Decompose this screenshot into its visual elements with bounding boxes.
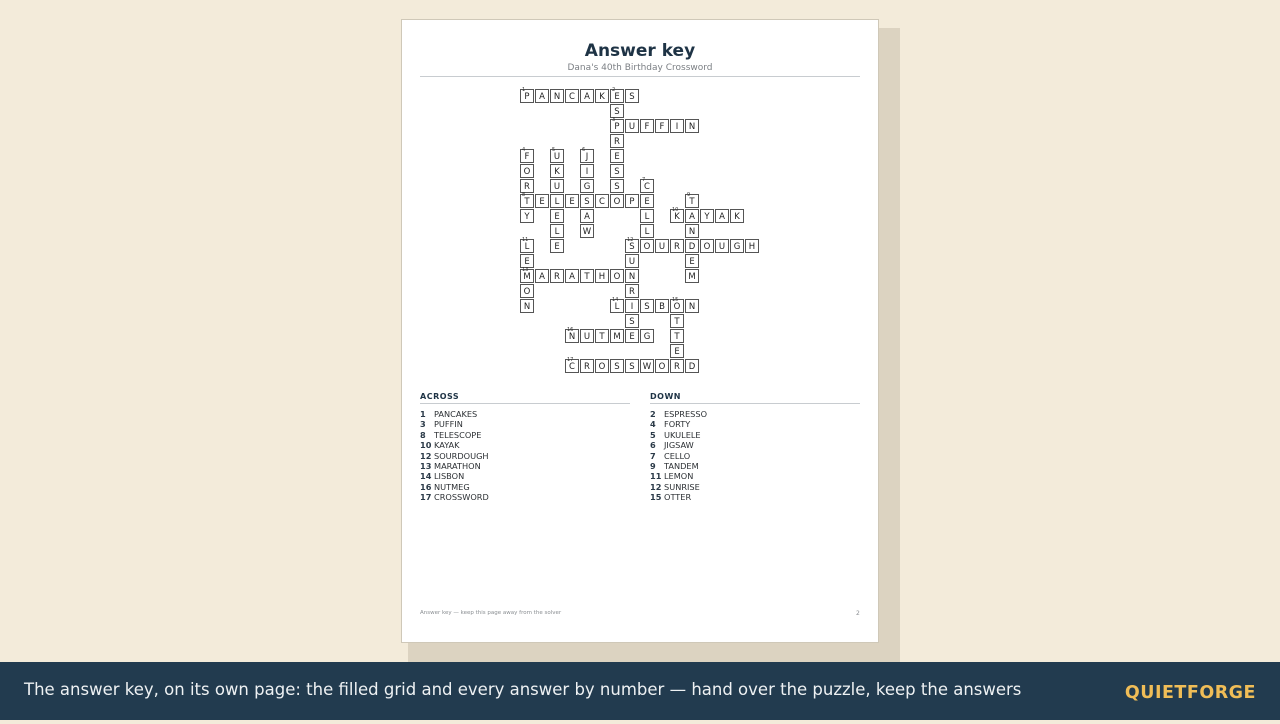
across-clue	[420, 451, 630, 461]
grid-cell	[595, 329, 609, 343]
caption-banner	[0, 662, 1280, 720]
cell-letter: R	[524, 182, 530, 192]
cell-letter: T	[689, 197, 695, 207]
down-clue	[650, 409, 860, 419]
grid-cell	[580, 164, 594, 178]
cell-letter: G	[583, 182, 591, 192]
grid-cell	[535, 89, 549, 103]
grid-cell	[565, 359, 579, 373]
cell-letter: N	[523, 302, 531, 312]
clue-number: 17	[420, 492, 432, 503]
grid-cell	[550, 164, 564, 178]
cell-number: 5	[552, 147, 556, 153]
cell-number: 16	[567, 327, 574, 333]
down-clue	[650, 471, 860, 481]
cell-letter: R	[584, 362, 590, 372]
cell-letter: N	[553, 92, 561, 102]
grid-cell	[670, 314, 684, 328]
clue-answer: PANCAKES	[434, 409, 478, 419]
grid-cell	[610, 194, 624, 208]
cell-letter: C	[599, 197, 605, 207]
grid-cell	[625, 269, 639, 283]
cell-letter: H	[748, 242, 756, 252]
cell-letter: F	[659, 122, 665, 132]
grid-cell	[625, 119, 639, 133]
clue-answer: UKULELE	[664, 429, 701, 440]
cell-letter: K	[554, 167, 560, 177]
cell-letter: E	[554, 212, 560, 222]
cell-letter: O	[523, 287, 531, 297]
across-clue	[420, 440, 630, 450]
grid-cell	[580, 269, 594, 283]
grid-cell	[595, 269, 609, 283]
grid-cell	[625, 329, 639, 343]
cell-letter: E	[554, 242, 560, 252]
cell-letter: S	[614, 167, 620, 177]
grid-cell	[625, 359, 639, 373]
grid-cell	[670, 299, 684, 313]
cell-letter: A	[539, 92, 545, 102]
cell-letter: R	[674, 242, 680, 252]
grid-cell	[625, 299, 639, 313]
cell-letter: U	[553, 182, 561, 192]
grid-cell	[595, 89, 609, 103]
cell-letter: S	[614, 107, 620, 117]
cell-letter: A	[584, 92, 590, 102]
grid-cell	[640, 119, 654, 133]
clue-answer: NUTMEG	[434, 481, 470, 492]
cell-letter: A	[584, 212, 590, 222]
grid-cell	[610, 164, 624, 178]
cell-letter: W	[642, 362, 652, 372]
cell-letter: K	[734, 212, 740, 222]
grid-cell	[580, 149, 594, 163]
clue-number: 14	[420, 471, 432, 482]
grid-cell	[700, 209, 714, 223]
grid-cell	[640, 359, 654, 373]
grid-cell	[640, 299, 654, 313]
cell-letter: A	[539, 272, 545, 282]
across-clue	[420, 492, 630, 502]
grid-cell	[595, 359, 609, 373]
cell-letter: U	[658, 242, 666, 252]
cell-letter: E	[524, 257, 530, 267]
cell-letter: T	[524, 197, 530, 207]
cell-letter: S	[629, 242, 635, 252]
cell-number: 9	[687, 192, 691, 198]
grid-cell	[520, 239, 534, 253]
cell-letter: E	[644, 197, 650, 207]
clue-answer: LEMON	[664, 471, 694, 482]
grid-cell	[550, 269, 564, 283]
cell-letter: C	[644, 182, 650, 192]
cell-number: 7	[642, 177, 646, 183]
cell-letter: G	[643, 332, 651, 342]
cell-letter: L	[614, 302, 620, 312]
clue-answer: OTTER	[664, 492, 692, 503]
cell-letter: S	[614, 362, 620, 372]
cell-letter: G	[733, 242, 741, 252]
cell-letter: I	[630, 302, 634, 312]
grid-cell	[610, 359, 624, 373]
cell-letter: B	[659, 302, 665, 312]
cell-letter: R	[614, 137, 620, 147]
cell-letter: D	[688, 242, 696, 252]
brand-logo: QUIETFORGE	[1124, 683, 1256, 703]
down-clue	[650, 451, 860, 461]
cell-letter: U	[583, 332, 591, 342]
cell-number: 6	[582, 147, 586, 153]
grid-cell	[550, 179, 564, 193]
grid-cell	[685, 119, 699, 133]
grid-cell	[535, 269, 549, 283]
grid-cell	[715, 209, 729, 223]
cell-number: 8	[522, 192, 526, 198]
clue-number: 2	[650, 409, 656, 419]
grid-cell	[580, 179, 594, 193]
grid-cell	[625, 89, 639, 103]
cell-letter: I	[675, 122, 679, 132]
cell-number: 1	[522, 87, 526, 93]
grid-cell	[655, 359, 669, 373]
grid-cell	[685, 224, 699, 238]
cell-letter: N	[688, 302, 696, 312]
grid-cell	[520, 284, 534, 298]
cell-letter: S	[629, 362, 635, 372]
cell-letter: P	[629, 197, 635, 207]
cell-letter: E	[539, 197, 545, 207]
grid-cell	[520, 299, 534, 313]
cell-letter: E	[569, 197, 575, 207]
cell-letter: M	[523, 272, 531, 282]
clue-number: 16	[420, 481, 432, 492]
down-clue	[650, 419, 860, 429]
down-clue-list	[650, 409, 860, 503]
cell-number: 14	[612, 297, 619, 303]
grid-cell	[670, 329, 684, 343]
grid-cell	[520, 194, 534, 208]
grid-cell	[640, 239, 654, 253]
grid-cell	[610, 299, 624, 313]
down-clue	[650, 492, 860, 502]
cell-letter: L	[644, 227, 650, 237]
cell-letter: C	[569, 362, 575, 372]
cell-number: 12	[627, 237, 634, 243]
cell-number: 10	[672, 207, 679, 213]
across-clue	[420, 419, 630, 429]
cell-letter: O	[523, 167, 531, 177]
cell-letter: A	[689, 212, 695, 222]
cell-letter: L	[554, 197, 560, 207]
grid-cell	[625, 314, 639, 328]
across-clue-list	[420, 409, 630, 503]
footer-note: Answer key — keep this page away from the solver	[420, 610, 562, 616]
cell-letter: O	[658, 362, 666, 372]
cell-letter: S	[614, 182, 620, 192]
clue-answer: JIGSAW	[664, 440, 694, 451]
grid-cell	[685, 269, 699, 283]
grid-cell	[580, 209, 594, 223]
grid-cell	[730, 239, 744, 253]
across-clue	[420, 471, 630, 481]
clue-answer: SOURDOUGH	[434, 450, 489, 461]
clue-number: 10	[420, 440, 432, 451]
cell-number: 17	[567, 357, 574, 363]
cell-letter: R	[674, 362, 680, 372]
cell-letter: P	[614, 122, 620, 132]
cell-letter: S	[629, 317, 635, 327]
clue-number: 3	[420, 419, 426, 430]
page-title: Answer key	[584, 41, 696, 61]
across-clue	[420, 461, 630, 471]
cell-letter: U	[628, 257, 636, 267]
cell-letter: Y	[524, 212, 530, 222]
across-heading: ACROSS	[420, 392, 460, 401]
cell-letter: N	[688, 227, 696, 237]
grid-cell	[520, 164, 534, 178]
cell-letter: O	[613, 272, 621, 282]
grid-cell	[580, 359, 594, 373]
clue-answer: TANDEM	[664, 460, 699, 471]
grid-cell	[535, 194, 549, 208]
grid-cell	[670, 119, 684, 133]
cell-letter: N	[628, 272, 636, 282]
grid-cell	[550, 209, 564, 223]
cell-letter: E	[674, 347, 680, 357]
grid-cell	[580, 89, 594, 103]
cell-letter: L	[524, 242, 530, 252]
across-clue	[420, 482, 630, 492]
cell-number: 13	[522, 267, 529, 273]
clue-number: 5	[650, 429, 656, 440]
cell-letter: N	[568, 332, 576, 342]
clue-answer: MARATHON	[434, 460, 481, 471]
cell-letter: P	[524, 92, 530, 102]
grid-cell	[670, 344, 684, 358]
page-number: 2	[856, 610, 860, 617]
clue-number: 12	[420, 450, 432, 461]
cell-letter: C	[569, 92, 575, 102]
clue-number: 4	[650, 419, 656, 430]
cell-letter: N	[688, 122, 696, 132]
grid-cell	[610, 269, 624, 283]
clue-answer: CROSSWORD	[434, 492, 489, 503]
cell-letter: E	[689, 257, 695, 267]
cell-letter: E	[614, 152, 620, 162]
grid-cell	[640, 329, 654, 343]
cell-letter: M	[688, 272, 696, 282]
grid-cell	[685, 359, 699, 373]
grid-cell	[640, 224, 654, 238]
grid-cell	[565, 269, 579, 283]
cell-letter: J	[585, 152, 589, 162]
grid-cell	[685, 209, 699, 223]
clue-answer: ESPRESSO	[664, 409, 708, 419]
grid-cell	[625, 254, 639, 268]
grid-cell	[640, 194, 654, 208]
grid-cell	[610, 329, 624, 343]
grid-cell	[670, 359, 684, 373]
grid-cell	[565, 194, 579, 208]
down-divider	[650, 403, 860, 404]
clue-answer: TELESCOPE	[434, 429, 482, 440]
grid-cell	[640, 179, 654, 193]
cell-letter: K	[599, 92, 605, 102]
grid-cell	[715, 239, 729, 253]
clue-answer: CELLO	[664, 450, 691, 461]
clue-answer: PUFFIN	[434, 419, 463, 430]
down-clue	[650, 461, 860, 471]
grid-cell	[655, 299, 669, 313]
cell-letter: O	[703, 242, 711, 252]
cell-number: 15	[672, 297, 679, 303]
clue-answer: KAYAK	[434, 440, 460, 451]
cell-letter: O	[643, 242, 651, 252]
clue-number: 7	[650, 450, 656, 461]
clue-number: 6	[650, 440, 656, 451]
clue-number: 15	[650, 492, 662, 503]
cell-letter: M	[613, 332, 621, 342]
cell-letter: S	[629, 92, 635, 102]
cell-number: 2	[612, 87, 616, 93]
grid-cell	[670, 209, 684, 223]
grid-cell	[685, 299, 699, 313]
cell-number: 4	[522, 147, 526, 153]
grid-cell	[670, 239, 684, 253]
cell-letter: O	[598, 362, 606, 372]
cell-letter: R	[554, 272, 560, 282]
cell-letter: F	[644, 122, 650, 132]
clue-number: 8	[420, 429, 426, 440]
grid-cell	[730, 209, 744, 223]
cell-letter: Y	[704, 212, 710, 222]
grid-cell	[685, 239, 699, 253]
grid-cell	[625, 194, 639, 208]
grid-cell	[520, 269, 534, 283]
grid-cell	[565, 329, 579, 343]
cell-number: 3	[612, 117, 616, 123]
cell-letter: L	[554, 227, 560, 237]
grid-cell	[745, 239, 759, 253]
grid-cell	[685, 254, 699, 268]
cell-letter: U	[718, 242, 726, 252]
cell-letter: T	[584, 272, 590, 282]
cell-letter: L	[644, 212, 650, 222]
cell-letter: T	[674, 317, 680, 327]
clue-answer: FORTY	[664, 419, 691, 430]
grid-cell	[550, 89, 564, 103]
clue-answer: SUNRISE	[664, 481, 700, 492]
grid-cell	[550, 224, 564, 238]
cell-letter: T	[674, 332, 680, 342]
answer-key-page	[401, 19, 879, 643]
grid-cell	[550, 194, 564, 208]
grid-cell	[550, 239, 564, 253]
cell-letter: I	[585, 167, 589, 177]
grid-cell	[580, 224, 594, 238]
grid-cell	[520, 89, 534, 103]
grid-cell	[655, 119, 669, 133]
down-clue	[650, 430, 860, 440]
cell-letter: H	[598, 272, 606, 282]
down-heading: DOWN	[650, 392, 681, 401]
cell-letter: E	[614, 92, 620, 102]
cell-letter: A	[719, 212, 725, 222]
cell-letter: A	[569, 272, 575, 282]
grid-cell	[520, 149, 534, 163]
grid-cell	[610, 89, 624, 103]
grid-cell	[565, 89, 579, 103]
cell-number: 11	[522, 237, 529, 243]
grid-cell	[580, 194, 594, 208]
grid-cell	[595, 194, 609, 208]
cell-letter: S	[584, 197, 590, 207]
down-clue	[650, 440, 860, 450]
cell-letter: U	[553, 152, 561, 162]
clue-number: 1	[420, 409, 426, 419]
grid-cell	[550, 149, 564, 163]
across-clue	[420, 430, 630, 440]
cell-letter: U	[628, 122, 636, 132]
cell-letter: F	[524, 152, 530, 162]
cell-letter: W	[582, 227, 592, 237]
down-clue	[650, 482, 860, 492]
banner-caption: The answer key, on its own page: the filled grid and every answer by number — hand over the puzzle, keep the answers	[24, 680, 1022, 699]
cell-letter: K	[674, 212, 680, 222]
clue-number: 13	[420, 460, 432, 471]
cell-letter: R	[629, 287, 635, 297]
across-divider	[420, 403, 630, 404]
grid-cell	[655, 239, 669, 253]
cell-letter: S	[644, 302, 650, 312]
across-clue	[420, 409, 630, 419]
clue-number: 12	[650, 481, 662, 492]
cell-letter: T	[599, 332, 605, 342]
grid-cell	[610, 119, 624, 133]
grid-cell	[700, 239, 714, 253]
cell-letter: O	[613, 197, 621, 207]
grid-cell	[625, 284, 639, 298]
cell-letter: D	[688, 362, 696, 372]
grid-cell	[610, 149, 624, 163]
grid-cell	[640, 209, 654, 223]
crossword-grid	[402, 20, 878, 642]
grid-cell	[580, 329, 594, 343]
cell-letter: E	[629, 332, 635, 342]
grid-cell	[610, 179, 624, 193]
grid-cell	[685, 194, 699, 208]
grid-cell	[625, 239, 639, 253]
clue-number: 9	[650, 460, 656, 471]
clue-answer: LISBON	[434, 471, 465, 482]
grid-cell	[610, 134, 624, 148]
grid-cell	[520, 209, 534, 223]
page-subtitle: Dana's 40th Birthday Crossword	[567, 63, 713, 73]
clue-number: 11	[650, 471, 662, 482]
cell-letter: O	[673, 302, 681, 312]
